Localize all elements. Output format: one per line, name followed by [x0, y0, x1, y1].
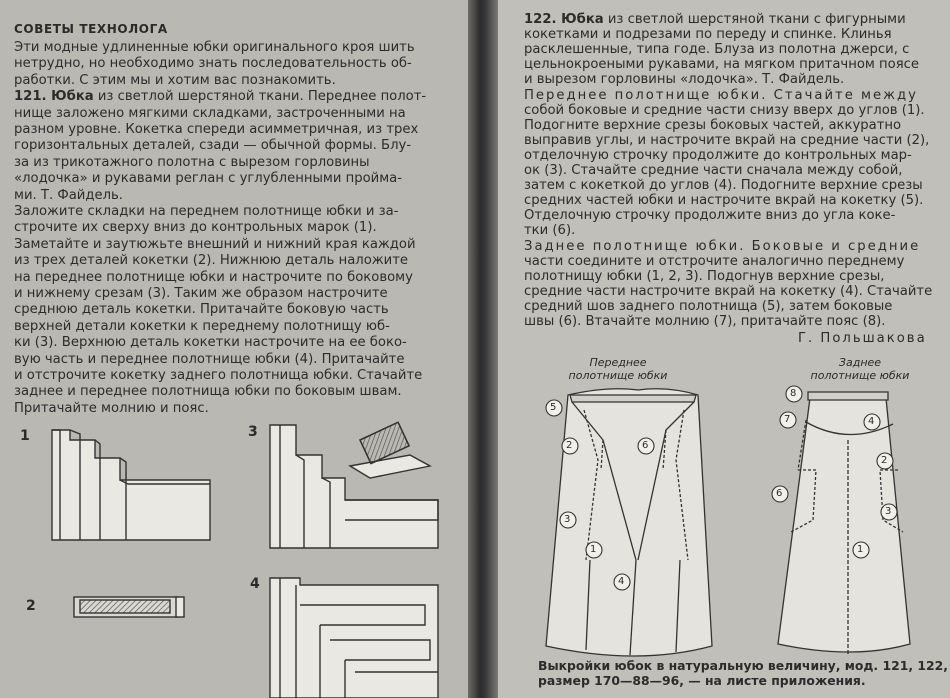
- text-line: среднюю деталь кокетки. Притачайте боковую часть: [14, 302, 389, 318]
- figure-2-strip-drawing: [74, 597, 184, 617]
- text-line: цельнокроеными рукавами, на мягком притачном поясе: [524, 57, 920, 73]
- text-line: строчите их сверху вниз до контрольных марок (1).: [14, 220, 377, 236]
- text-line: заднее и переднее полотнища юбки по боковым швам.: [14, 384, 402, 400]
- text-line: Отделочную строчку продолжите вниз до угла коке-: [524, 208, 896, 224]
- text-line: и нижнему срезам (3). Таким же образом настрочите: [14, 286, 388, 301]
- front-marker-2: 2: [566, 440, 573, 451]
- front-caption-line-1: Переднее: [589, 356, 647, 369]
- back-caption-line-1: Заднее: [838, 356, 882, 369]
- text-line: расклешенные, типа годе. Блуза из полотна джерси, с: [524, 42, 910, 58]
- text-line: и вырезом горловины «лодочка». Т. Файдель.: [524, 72, 845, 88]
- text-line: Заложите складки на переднем полотнище юбки и за-: [14, 204, 399, 219]
- back-marker-6: 6: [776, 488, 783, 499]
- text-line: нетрудно, но необходимо знать последовательность об-: [14, 56, 412, 72]
- back-marker-4: 4: [868, 416, 875, 427]
- left-figures: [0, 0, 468, 698]
- text-line: полотнищу юбки (1, 2, 3). Подогнув верхние срезы,: [524, 268, 885, 284]
- text-line: «лодочка» и рукавами реглан с углубленными пройма-: [14, 171, 403, 187]
- text-line: Переднее полотнище юбки. Стачайте между: [524, 87, 918, 103]
- back-marker-3: 3: [885, 506, 892, 517]
- right-page: [498, 0, 950, 698]
- text-line: части соедините и отстрочите аналогично переднему: [524, 253, 905, 269]
- skirt-pattern-diagrams: [498, 0, 950, 698]
- text-line: Подогните верхние срезы боковых частей, аккуратно: [524, 117, 902, 133]
- text-line: вую часть и переднее полотнище юбки (4). Притачайте: [14, 351, 405, 367]
- text-line: тки (6).: [524, 223, 576, 239]
- footer-line-2: размер 170—88—96, — на листе приложения.: [538, 673, 866, 688]
- text-line: и отстрочите кокетку заднего полотнища юбки. Стачайте: [14, 368, 423, 383]
- text-line: Заметайте и заутюжьте внешний и нижний края каждой: [14, 236, 416, 252]
- text-run: из светлой шерстяной ткани. Переднее полот-: [93, 89, 427, 105]
- text-run: из светлой шерстяной ткани с фигурными: [603, 12, 906, 27]
- text-line: затем с кокеткой до углов (4). Подогните верхние срезы: [524, 178, 923, 194]
- front-marker-3: 3: [564, 514, 571, 525]
- text-line: нище заложено мягкими складками, застроченными на: [14, 105, 406, 121]
- front-marker-4: 4: [618, 576, 625, 587]
- text-line: выправив углы, и настрочите вкрай на средние части (2),: [524, 132, 930, 148]
- author-signature: Г. Польшакова: [798, 331, 927, 346]
- back-marker-7: 7: [784, 414, 791, 425]
- text-line: на переднее полотнище юбки и настрочите по боковому: [14, 269, 413, 285]
- text-line: горизонтальных деталей, сзади — обычной формы. Блу-: [14, 138, 412, 154]
- text-line: отделочную строчку продолжите до контрольных мар-: [524, 147, 912, 163]
- figure-3-yoke-drawing: [270, 422, 438, 548]
- text-line: кокетками и подрезами по переду и спинке. Клинья: [524, 27, 892, 43]
- text-line: собой боковые и средние части снизу вверх до углов (1).: [524, 102, 925, 118]
- figure-4-yoke-drawing: [270, 578, 438, 698]
- back-marker-2: 2: [881, 455, 888, 466]
- figure-number-2: 2: [26, 598, 36, 614]
- front-marker-6: 6: [642, 440, 649, 451]
- text-line: за из трикотажного полотна с вырезом горловины: [14, 154, 370, 170]
- figure-number-4: 4: [250, 576, 260, 592]
- back-caption-line-2: полотнище юбки: [810, 369, 910, 382]
- text-line: Заднее полотнище юбки. Боковые и средние: [524, 238, 921, 254]
- left-page: [0, 0, 468, 698]
- book-gutter: [468, 0, 498, 698]
- section-header: СОВЕТЫ ТЕХНОЛОГА: [14, 22, 168, 36]
- text-line: ми. Т. Файдель.: [14, 187, 123, 203]
- text-line: средние части настрочите вкрай на кокетку (4). Стачайте: [524, 283, 933, 299]
- pattern-footer-note: [538, 658, 948, 688]
- back-marker-1: 1: [857, 544, 864, 555]
- text-line: швы (6). Втачайте молнию (7), притачайте пояс (8).: [524, 314, 886, 329]
- back-marker-8: 8: [790, 388, 797, 399]
- front-marker-1: 1: [590, 544, 597, 555]
- front-skirt-waistband: [570, 395, 696, 402]
- model-heading: 121. Юбка: [14, 89, 94, 105]
- front-caption-line-2: полотнище юбки: [568, 369, 668, 382]
- text-line: ок (3). Стачайте средние части сначала между собой,: [524, 163, 903, 178]
- text-line: разном уровне. Кокетка спереди асимметричная, из трех: [14, 122, 419, 137]
- text-line: верхней детали кокетки к переднему полотнищу юб-: [14, 318, 390, 334]
- text-line: ки (3). Верхнюю деталь кокетки настрочите на ее боко-: [14, 335, 407, 351]
- figure-number-1: 1: [20, 428, 30, 444]
- text-line: средний шов заднего полотнища (5), затем боковые: [524, 298, 893, 314]
- figure-1-pleats-drawing: [52, 430, 210, 540]
- back-skirt-waistband: [808, 392, 888, 400]
- text-line: Притачайте молнию и пояс.: [14, 400, 209, 416]
- model-heading: 122. Юбка: [524, 12, 604, 27]
- footer-line-1: Выкройки юбок в натуральную величину, мод. 121, 122,: [538, 658, 948, 673]
- figure-number-3: 3: [248, 424, 258, 440]
- text-line: Эти модные удлиненные юбки оригинального кроя шить: [14, 40, 415, 55]
- text-line: работки. С этим мы и хотим вас познакомить.: [14, 72, 336, 88]
- front-marker-5: 5: [550, 402, 557, 413]
- text-line: из трех деталей кокетки (2). Нижнюю деталь наложите: [14, 253, 409, 269]
- text-line: средних частей юбки и настрочите вкрай на кокетку (5).: [524, 193, 924, 209]
